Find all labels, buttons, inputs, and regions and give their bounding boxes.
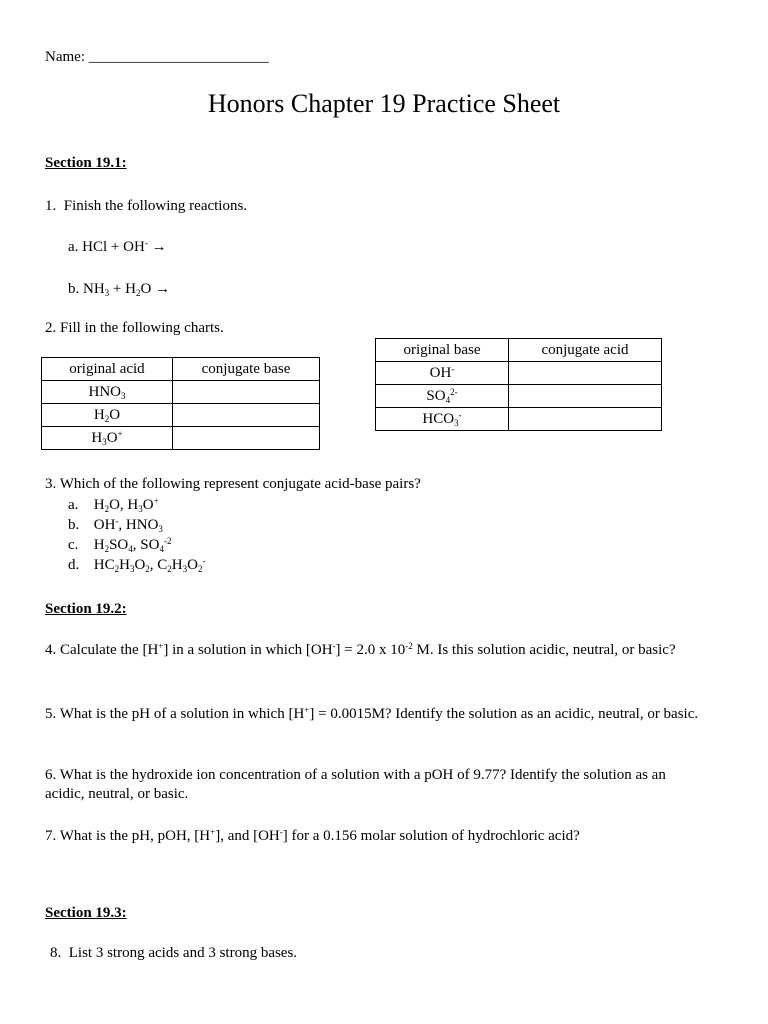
acid-table-header: conjugate base — [173, 358, 320, 381]
question-6: 6. What is the hydroxide ion concentration of a solution with a pOH of 9.77? Identify the solution as an acidic, neutral, or basic. — [45, 767, 666, 802]
acid-cell: $HNO_3$ — [42, 381, 173, 404]
table-row — [376, 362, 662, 385]
choice-c: c. $H_2SO_4$, $SO_4^{-2}$ — [68, 536, 172, 554]
conjugate-acid-answer-cell[interactable] — [509, 408, 662, 431]
reaction-b-h-sub: 2 — [135, 288, 141, 298]
question-5: 5. What is the pH of a solution in which [H+] = 0.0015M? Identify the solution as an acidic, neutral, or basic. — [45, 705, 699, 722]
reaction-a-charge: - — [144, 238, 148, 248]
reaction-b — [68, 280, 170, 299]
base-table-header: original base — [376, 339, 509, 362]
question-7: 7. What is the pH, pOH, [H+], and [OH-] for a 0.156 molar solution of hydrochloric acid? — [45, 827, 580, 844]
acid-table — [41, 357, 320, 450]
choice-d: d. $HC_2H_3O_2$, $C_2H_3O_2^-$ — [68, 556, 206, 574]
base-table-header-row — [376, 339, 662, 362]
base-table — [375, 338, 662, 431]
question-4: 4. Calculate the [H+] in a solution in which [OH-] = 2.0 x $10^{-2}$ M. Is this solution acidic, neutral, or basic? — [45, 641, 676, 658]
question-3-choices — [68, 495, 205, 575]
table-row — [42, 427, 320, 450]
question-1-number: 1. — [45, 198, 57, 214]
conjugate-acid-answer-cell[interactable] — [509, 362, 662, 385]
table-row — [376, 385, 662, 408]
acid-table-header: original acid — [42, 358, 173, 381]
question-3: 3. Which of the following represent conjugate acid-base pairs? — [45, 476, 421, 492]
question-8-number: 8. — [50, 945, 62, 961]
question-8 — [50, 944, 297, 963]
table-row — [42, 381, 320, 404]
acid-cell: $H_3O^+$ — [42, 427, 173, 450]
choice-label: d. — [68, 557, 80, 573]
reaction-a — [68, 238, 167, 257]
section-19-1-heading: Section 19.1: — [45, 155, 127, 171]
reaction-b-plus-h: + H — [109, 281, 136, 297]
name-label: Name: — [45, 49, 85, 65]
conjugate-base-answer-cell[interactable] — [173, 427, 320, 450]
conjugate-base-answer-cell[interactable] — [173, 404, 320, 427]
acid-cell: $H_2O$ — [42, 404, 173, 427]
choice-label: c. — [68, 537, 79, 553]
name-blank: ________________________ — [88, 49, 269, 65]
acid-table-header-row — [42, 358, 320, 381]
base-table-header: conjugate acid — [509, 339, 662, 362]
choice-label: b. — [68, 517, 80, 533]
base-cell: $SO_4^{2-}$ — [376, 385, 509, 408]
section-19-3-heading: Section 19.3: — [45, 905, 127, 921]
base-cell: $HCO_3^-$ — [376, 408, 509, 431]
base-cell: OH- — [376, 362, 509, 385]
question-8-text: List 3 strong acids and 3 strong bases. — [68, 945, 298, 961]
conjugate-acid-answer-cell[interactable] — [509, 385, 662, 408]
section-19-2-heading: Section 19.2: — [45, 601, 127, 617]
choice-a: a. $H_2O$, $H_3O^+$ — [68, 496, 159, 514]
table-row — [42, 404, 320, 427]
reaction-b-label: b. — [68, 281, 80, 297]
reaction-a-equation: HCl + OH — [82, 239, 145, 255]
conjugate-base-answer-cell[interactable] — [173, 381, 320, 404]
name-field — [45, 48, 269, 67]
question-1 — [45, 197, 247, 216]
reaction-b-o: O — [140, 281, 152, 297]
question-1-text: Finish the following reactions. — [63, 198, 248, 214]
reaction-b-nh: NH — [83, 281, 105, 297]
choice-label: a. — [68, 497, 79, 513]
table-row — [376, 408, 662, 431]
arrow-icon: → — [151, 239, 167, 255]
page-title: Honors Chapter 19 Practice Sheet — [207, 89, 561, 118]
choice-b: b. OH-, $HNO_3$ — [68, 516, 163, 534]
question-2: 2. Fill in the following charts. — [45, 320, 224, 336]
reaction-b-nh-sub: 3 — [104, 288, 110, 298]
arrow-icon: → — [155, 281, 171, 297]
reaction-a-label: a. — [68, 239, 79, 255]
